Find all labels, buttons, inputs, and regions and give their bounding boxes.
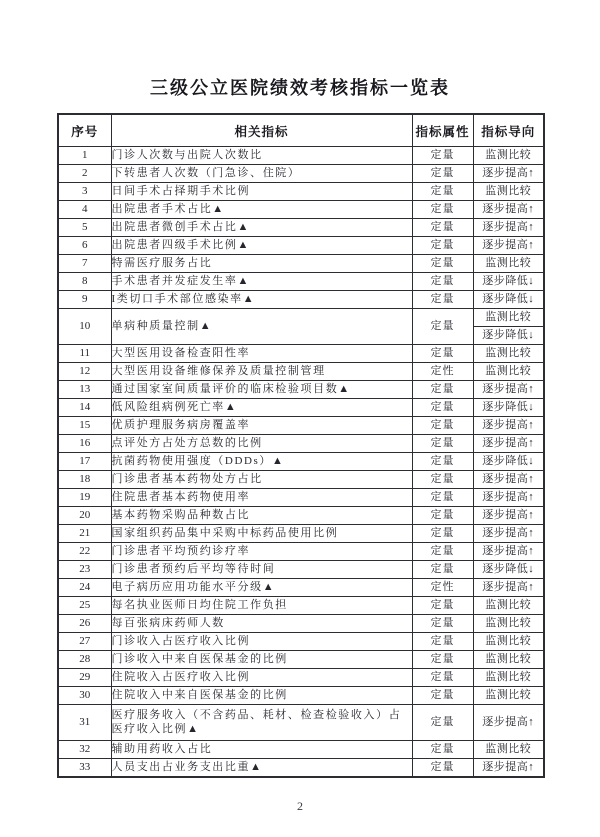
indicator-cell: 门诊患者预约后平均等待时间 [111, 561, 412, 579]
table-row [58, 687, 544, 705]
attribute-cell: 定量 [412, 147, 473, 165]
table-row [58, 543, 544, 561]
row-number-cell: 1 [58, 147, 111, 165]
row-number-cell: 5 [58, 219, 111, 237]
row-number-cell: 25 [58, 597, 111, 615]
orientation-cell: 逐步降低↓ [473, 561, 544, 579]
orientation-cell: 监测比较 [473, 345, 544, 363]
header-row [58, 114, 544, 147]
attribute-cell: 定量 [412, 291, 473, 309]
orientation-cell: 逐步提高↑ [473, 525, 544, 543]
row-number-cell: 32 [58, 741, 111, 759]
orientation-cell: 监测比较 [473, 669, 544, 687]
row-number-cell: 7 [58, 255, 111, 273]
table-row [58, 705, 544, 741]
row-number-cell: 18 [58, 471, 111, 489]
row-number-cell: 13 [58, 381, 111, 399]
row-number-cell: 23 [58, 561, 111, 579]
indicator-cell: 门诊人次数与出院人次数比 [111, 147, 412, 165]
indicators-table [57, 113, 545, 778]
table-row [58, 597, 544, 615]
table-row [58, 345, 544, 363]
row-number-cell: 33 [58, 759, 111, 778]
indicator-cell: 低风险组病例死亡率▲ [111, 399, 412, 417]
attribute-cell: 定量 [412, 237, 473, 255]
attribute-cell: 定量 [412, 669, 473, 687]
orientation-cell: 监测比较 [473, 651, 544, 669]
indicator-cell: 电子病历应用功能水平分级▲ [111, 579, 412, 597]
orientation-cell: 监测比较 [473, 741, 544, 759]
attribute-cell: 定量 [412, 471, 473, 489]
attribute-cell: 定性 [412, 363, 473, 381]
row-number-cell: 29 [58, 669, 111, 687]
attribute-cell: 定量 [412, 273, 473, 291]
row-number-cell: 31 [58, 705, 111, 741]
attribute-cell: 定量 [412, 345, 473, 363]
attribute-cell: 定量 [412, 417, 473, 435]
table-row [58, 363, 544, 381]
header-related-indicator: 相关指标 [111, 114, 412, 147]
indicator-cell: 大型医用设备检查阳性率 [111, 345, 412, 363]
indicator-cell: 下转患者人次数（门急诊、住院） [111, 165, 412, 183]
indicator-cell: 住院收入占医疗收入比例 [111, 669, 412, 687]
table-row [58, 381, 544, 399]
table-row [58, 183, 544, 201]
row-number-cell: 2 [58, 165, 111, 183]
orientation-cell: 逐步提高↑ [473, 543, 544, 561]
orientation-cell: 逐步降低↓ [473, 327, 544, 345]
table-row [58, 471, 544, 489]
page-title: 三级公立医院绩效考核指标一览表 [150, 78, 450, 98]
indicator-cell: 医疗服务收入（不含药品、耗材、检查检验收入）占医疗收入比例▲ [111, 705, 412, 741]
orientation-cell: 逐步提高↑ [473, 435, 544, 453]
indicator-cell: 单病种质量控制▲ [111, 309, 412, 345]
indicator-cell: 住院收入中来自医保基金的比例 [111, 687, 412, 705]
indicator-cell: 抗菌药物使用强度（DDDs）▲ [111, 453, 412, 471]
attribute-cell: 定量 [412, 633, 473, 651]
table-row [58, 759, 544, 778]
table-row [58, 219, 544, 237]
attribute-cell: 定性 [412, 579, 473, 597]
row-number-cell: 14 [58, 399, 111, 417]
indicator-cell: 每百张病床药师人数 [111, 615, 412, 633]
attribute-cell: 定量 [412, 507, 473, 525]
indicator-cell: 每名执业医师日均住院工作负担 [111, 597, 412, 615]
table-row [58, 201, 544, 219]
indicator-cell: 通过国家室间质量评价的临床检验项目数▲ [111, 381, 412, 399]
indicator-cell: 出院患者四级手术比例▲ [111, 237, 412, 255]
indicator-cell: 大型医用设备维修保养及质量控制管理 [111, 363, 412, 381]
orientation-cell: 逐步提高↑ [473, 705, 544, 741]
orientation-cell: 监测比较 [473, 597, 544, 615]
orientation-cell: 监测比较 [473, 615, 544, 633]
indicator-cell: 门诊收入占医疗收入比例 [111, 633, 412, 651]
table-row [58, 147, 544, 165]
orientation-cell: 监测比较 [473, 147, 544, 165]
orientation-cell: 逐步提高↑ [473, 489, 544, 507]
row-number-cell: 4 [58, 201, 111, 219]
table-row [58, 255, 544, 273]
table-row [58, 561, 544, 579]
indicator-cell: 点评处方占处方总数的比例 [111, 435, 412, 453]
table-row [58, 273, 544, 291]
indicator-cell: 门诊患者平均预约诊疗率 [111, 543, 412, 561]
table-row [58, 453, 544, 471]
table-row [58, 741, 544, 759]
orientation-cell: 逐步提高↑ [473, 759, 544, 778]
indicator-cell: 优质护理服务病房覆盖率 [111, 417, 412, 435]
row-number-cell: 16 [58, 435, 111, 453]
attribute-cell: 定量 [412, 597, 473, 615]
table-row [58, 291, 544, 309]
table-row [58, 525, 544, 543]
indicator-cell: 辅助用药收入占比 [111, 741, 412, 759]
indicator-cell: 出院患者手术占比▲ [111, 201, 412, 219]
table-row [58, 651, 544, 669]
orientation-cell: 逐步提高↑ [473, 165, 544, 183]
orientation-cell: 逐步提高↑ [473, 219, 544, 237]
orientation-cell: 监测比较 [473, 687, 544, 705]
indicator-cell: 门诊收入中来自医保基金的比例 [111, 651, 412, 669]
orientation-cell: 监测比较 [473, 633, 544, 651]
header-indicator-direction: 指标导向 [473, 114, 544, 147]
table-row [58, 309, 544, 327]
indicator-cell: 手术患者并发症发生率▲ [111, 273, 412, 291]
row-number-cell: 9 [58, 291, 111, 309]
table-header [58, 114, 544, 147]
row-number-cell: 6 [58, 237, 111, 255]
indicator-cell: 人员支出占业务支出比重▲ [111, 759, 412, 778]
table-row [58, 165, 544, 183]
indicator-cell: 国家组织药品集中采购中标药品使用比例 [111, 525, 412, 543]
table-row [58, 399, 544, 417]
table-row [58, 435, 544, 453]
attribute-cell: 定量 [412, 453, 473, 471]
row-number-cell: 28 [58, 651, 111, 669]
header-indicator-attribute: 指标属性 [412, 114, 473, 147]
indicator-cell: 特需医疗服务占比 [111, 255, 412, 273]
table-row [58, 489, 544, 507]
indicator-cell: I类切口手术部位感染率▲ [111, 291, 412, 309]
orientation-cell: 逐步降低↓ [473, 291, 544, 309]
attribute-cell: 定量 [412, 759, 473, 778]
row-number-cell: 15 [58, 417, 111, 435]
attribute-cell: 定量 [412, 525, 473, 543]
attribute-cell: 定量 [412, 687, 473, 705]
indicator-cell: 住院患者基本药物使用率 [111, 489, 412, 507]
row-number-cell: 22 [58, 543, 111, 561]
table-row [58, 579, 544, 597]
orientation-cell: 逐步降低↓ [473, 453, 544, 471]
orientation-cell: 逐步提高↑ [473, 201, 544, 219]
attribute-cell: 定量 [412, 489, 473, 507]
table-body [58, 147, 544, 778]
page-number: 2 [297, 799, 303, 813]
attribute-cell: 定量 [412, 165, 473, 183]
header-serial-number: 序号 [58, 114, 111, 147]
attribute-cell: 定量 [412, 543, 473, 561]
orientation-cell: 逐步提高↑ [473, 579, 544, 597]
attribute-cell: 定量 [412, 615, 473, 633]
row-number-cell: 10 [58, 309, 111, 345]
attribute-cell: 定量 [412, 435, 473, 453]
orientation-cell: 逐步提高↑ [473, 471, 544, 489]
orientation-cell: 监测比较 [473, 309, 544, 327]
orientation-cell: 监测比较 [473, 363, 544, 381]
table-row [58, 633, 544, 651]
row-number-cell: 20 [58, 507, 111, 525]
indicator-cell: 门诊患者基本药物处方占比 [111, 471, 412, 489]
table-row [58, 417, 544, 435]
attribute-cell: 定量 [412, 741, 473, 759]
attribute-cell: 定量 [412, 183, 473, 201]
row-number-cell: 21 [58, 525, 111, 543]
row-number-cell: 8 [58, 273, 111, 291]
row-number-cell: 26 [58, 615, 111, 633]
row-number-cell: 19 [58, 489, 111, 507]
attribute-cell: 定量 [412, 561, 473, 579]
attribute-cell: 定量 [412, 309, 473, 345]
orientation-cell: 监测比较 [473, 255, 544, 273]
table-row [58, 669, 544, 687]
row-number-cell: 27 [58, 633, 111, 651]
row-number-cell: 11 [58, 345, 111, 363]
attribute-cell: 定量 [412, 219, 473, 237]
attribute-cell: 定量 [412, 705, 473, 741]
indicator-cell: 日间手术占择期手术比例 [111, 183, 412, 201]
orientation-cell: 逐步提高↑ [473, 507, 544, 525]
orientation-cell: 逐步提高↑ [473, 381, 544, 399]
row-number-cell: 30 [58, 687, 111, 705]
attribute-cell: 定量 [412, 399, 473, 417]
orientation-cell: 逐步提高↑ [473, 237, 544, 255]
attribute-cell: 定量 [412, 381, 473, 399]
indicator-cell: 出院患者微创手术占比▲ [111, 219, 412, 237]
table-row [58, 615, 544, 633]
row-number-cell: 3 [58, 183, 111, 201]
row-number-cell: 17 [58, 453, 111, 471]
orientation-cell: 逐步降低↓ [473, 399, 544, 417]
row-number-cell: 12 [58, 363, 111, 381]
table-row [58, 237, 544, 255]
orientation-cell: 逐步提高↑ [473, 417, 544, 435]
orientation-cell: 逐步降低↓ [473, 273, 544, 291]
attribute-cell: 定量 [412, 255, 473, 273]
row-number-cell: 24 [58, 579, 111, 597]
indicator-cell: 基本药物采购品种数占比 [111, 507, 412, 525]
attribute-cell: 定量 [412, 651, 473, 669]
orientation-cell: 监测比较 [473, 183, 544, 201]
attribute-cell: 定量 [412, 201, 473, 219]
table-row [58, 507, 544, 525]
